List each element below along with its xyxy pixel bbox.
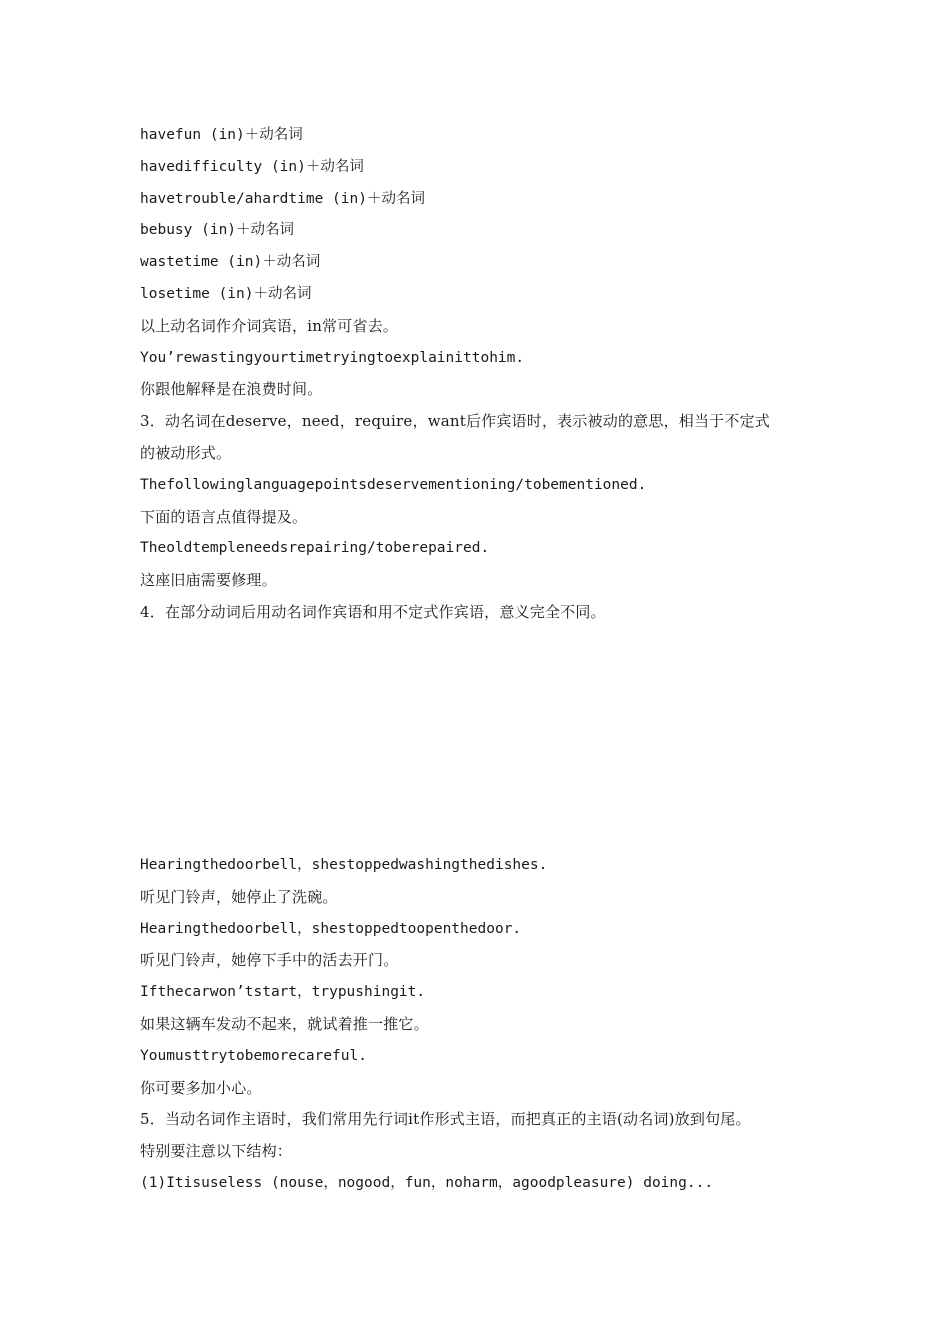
document-line: 的被动形式。: [140, 443, 232, 462]
document-line: Youmusttrytobemorecareful.: [140, 1047, 367, 1064]
document-line: bebusy (in)＋动名词: [140, 222, 295, 239]
document-line: (1)Itisuseless (nouse，nogood，fun，noharm，agoodpleasure) doing...: [140, 1174, 714, 1191]
document-line: 听见门铃声，她停下手中的活去开门。: [140, 951, 399, 970]
document-line: Theoldtempleneedsrepairing/toberepaired.: [140, 540, 490, 557]
document-text-block-top: [140, 120, 830, 629]
document-line: 听见门铃声，她停止了洗碗。: [140, 887, 338, 906]
document-line: havedifficulty (in)＋动名词: [140, 158, 364, 175]
document-line: losetime (in)＋动名词: [140, 285, 312, 302]
document-line: Thefollowinglanguagepointsdeservementioning/tobementioned.: [140, 476, 647, 493]
document-text-block-bottom: [140, 850, 830, 1200]
document-line: 你可要多加小心。: [140, 1078, 262, 1097]
document-line: wastetime (in)＋动名词: [140, 254, 321, 271]
document-line: havefun (in)＋动名词: [140, 127, 303, 143]
document-line: 你跟他解释是在浪费时间。: [140, 380, 323, 399]
document-line: 这座旧庙需要修理。: [140, 571, 277, 590]
document-line: 以上动名词作介词宾语，in常可省去。: [140, 316, 399, 335]
document-line: Hearingthedoorbell，shestoppedtoopenthedoor.: [140, 920, 522, 937]
document-line: Ifthecarwon’tstart，trypushingit.: [140, 984, 426, 1001]
document-line: Hearingthedoorbell，shestoppedwashingthedishes.: [140, 857, 548, 873]
document-line: 5．当动名词作主语时，我们常用先行词it作形式主语，而把真正的主语(动名词)放到句尾。: [140, 1110, 751, 1129]
document-line: 3．动名词在deserve，need，require，want后作宾语时，表示被动的意思，相当于不定式: [140, 412, 770, 431]
document-line: 下面的语言点值得提及。: [140, 507, 308, 526]
document-line: You’rewastingyourtimetryingtoexplainittohim.: [140, 349, 525, 366]
document-line: 如果这辆车发动不起来，就试着推一推它。: [140, 1014, 429, 1033]
document-line: havetrouble/ahardtime (in)＋动名词: [140, 190, 425, 207]
document-line: 4．在部分动词后用动名词作宾语和用不定式作宾语，意义完全不同。: [140, 602, 606, 621]
document-line: 特别要注意以下结构：: [140, 1142, 293, 1161]
